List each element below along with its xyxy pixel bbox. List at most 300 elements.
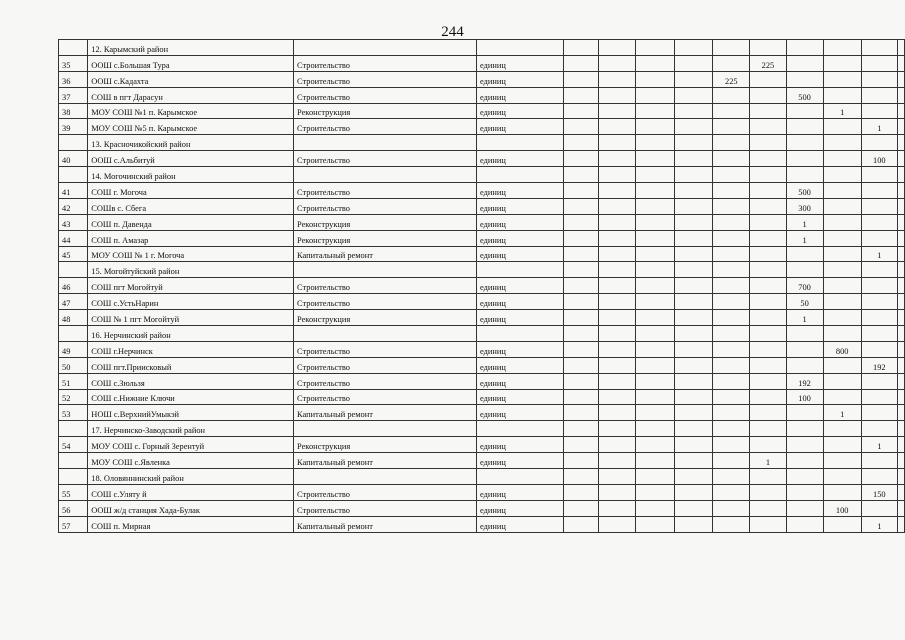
value-cell	[823, 421, 861, 437]
value-cell	[674, 326, 712, 342]
table-row	[59, 40, 905, 56]
value-cell	[823, 119, 861, 135]
value-cell: 1	[823, 103, 861, 119]
value-cell	[636, 500, 674, 516]
unit-cell: единиц	[477, 500, 564, 516]
value-cell	[861, 500, 897, 516]
value-cell	[750, 357, 786, 373]
value-cell	[674, 373, 712, 389]
value-cell	[750, 310, 786, 326]
value-cell	[786, 246, 823, 262]
table-row	[59, 246, 905, 262]
value-cell	[598, 151, 635, 167]
row-number-cell: 43	[59, 214, 88, 230]
value-cell	[750, 103, 786, 119]
value-cell	[636, 341, 674, 357]
value-cell	[786, 135, 823, 151]
value-cell	[564, 469, 599, 485]
work-type-cell: Строительство	[294, 294, 477, 310]
value-cell	[564, 55, 599, 71]
value-cell	[713, 421, 750, 437]
value-cell	[897, 500, 904, 516]
table-row	[59, 198, 905, 214]
value-cell	[564, 421, 599, 437]
school-name-cell: 17. Нерчинско-Заводский район	[88, 421, 294, 437]
value-cell	[823, 214, 861, 230]
value-cell	[823, 278, 861, 294]
work-type-cell	[294, 469, 477, 485]
value-cell	[636, 516, 674, 532]
school-name-cell: СОШ г. Могоча	[88, 183, 294, 199]
value-cell	[713, 500, 750, 516]
value-cell	[636, 151, 674, 167]
row-number-cell: 50	[59, 357, 88, 373]
value-cell	[564, 262, 599, 278]
value-cell	[750, 230, 786, 246]
value-cell	[598, 167, 635, 183]
value-cell	[713, 516, 750, 532]
row-number-cell: 55	[59, 484, 88, 500]
value-cell	[598, 389, 635, 405]
value-cell	[823, 183, 861, 199]
school-name-cell: ООШ с.Большая Тура	[88, 55, 294, 71]
value-cell	[598, 71, 635, 87]
value-cell	[713, 405, 750, 421]
value-cell	[636, 294, 674, 310]
row-number-cell: 45	[59, 246, 88, 262]
table-row	[59, 469, 905, 485]
value-cell	[861, 167, 897, 183]
value-cell	[823, 310, 861, 326]
value-cell	[786, 262, 823, 278]
value-cell	[823, 87, 861, 103]
value-cell	[713, 469, 750, 485]
table-row	[59, 453, 905, 469]
value-cell	[861, 198, 897, 214]
school-name-cell: СОШ № 1 пгт Могойтуй	[88, 310, 294, 326]
value-cell	[564, 341, 599, 357]
value-cell: 100	[823, 500, 861, 516]
value-cell	[750, 500, 786, 516]
unit-cell: единиц	[477, 198, 564, 214]
school-name-cell: ООШ ж/д станция Хада-Булак	[88, 500, 294, 516]
value-cell	[598, 469, 635, 485]
value-cell	[823, 198, 861, 214]
row-number-cell	[59, 262, 88, 278]
value-cell	[674, 119, 712, 135]
value-cell: 500	[786, 183, 823, 199]
table-row	[59, 357, 905, 373]
value-cell	[897, 405, 904, 421]
school-name-cell: МОУ СОШ №1 п. Карымское	[88, 103, 294, 119]
value-cell	[674, 437, 712, 453]
value-cell	[713, 214, 750, 230]
value-cell	[598, 246, 635, 262]
value-cell	[674, 357, 712, 373]
value-cell	[823, 437, 861, 453]
school-name-cell: СОШ п. Давенда	[88, 214, 294, 230]
school-name-cell: 12. Карымский район	[88, 40, 294, 56]
unit-cell: единиц	[477, 246, 564, 262]
value-cell	[598, 278, 635, 294]
unit-cell: единиц	[477, 87, 564, 103]
value-cell: 225	[713, 71, 750, 87]
table-row	[59, 294, 905, 310]
row-number-cell: 40	[59, 151, 88, 167]
value-cell	[636, 183, 674, 199]
value-cell	[674, 469, 712, 485]
value-cell	[861, 135, 897, 151]
table-row	[59, 516, 905, 532]
row-number-cell	[59, 453, 88, 469]
value-cell	[786, 40, 823, 56]
unit-cell: единиц	[477, 310, 564, 326]
value-cell	[713, 373, 750, 389]
value-cell	[636, 373, 674, 389]
value-cell	[823, 246, 861, 262]
value-cell	[713, 198, 750, 214]
value-cell	[861, 230, 897, 246]
value-cell	[861, 453, 897, 469]
value-cell	[861, 87, 897, 103]
value-cell: 192	[861, 357, 897, 373]
value-cell	[674, 71, 712, 87]
school-name-cell: 18. Оловяннинский район	[88, 469, 294, 485]
value-cell	[750, 469, 786, 485]
value-cell	[598, 198, 635, 214]
value-cell	[823, 230, 861, 246]
work-type-cell: Строительство	[294, 71, 477, 87]
table-row	[59, 55, 905, 71]
value-cell	[713, 87, 750, 103]
school-name-cell: 15. Могойтуйский район	[88, 262, 294, 278]
value-cell	[564, 40, 599, 56]
value-cell	[674, 55, 712, 71]
value-cell	[636, 262, 674, 278]
value-cell	[823, 357, 861, 373]
unit-cell: единиц	[477, 230, 564, 246]
value-cell	[598, 326, 635, 342]
value-cell	[598, 405, 635, 421]
value-cell	[564, 453, 599, 469]
value-cell	[823, 484, 861, 500]
unit-cell: единиц	[477, 341, 564, 357]
value-cell	[897, 246, 904, 262]
value-cell	[564, 183, 599, 199]
table-row	[59, 326, 905, 342]
row-number-cell: 37	[59, 87, 88, 103]
value-cell	[674, 453, 712, 469]
row-number-cell: 35	[59, 55, 88, 71]
value-cell	[713, 55, 750, 71]
value-cell	[564, 198, 599, 214]
value-cell	[598, 135, 635, 151]
row-number-cell: 49	[59, 341, 88, 357]
table-row	[59, 103, 905, 119]
value-cell	[674, 484, 712, 500]
value-cell: 1	[861, 119, 897, 135]
work-type-cell: Реконструкция	[294, 230, 477, 246]
value-cell: 500	[786, 87, 823, 103]
value-cell	[564, 278, 599, 294]
value-cell	[636, 135, 674, 151]
school-name-cell: 13. Красночикойский район	[88, 135, 294, 151]
value-cell	[786, 326, 823, 342]
school-name-cell: СОШ с.Зюльзя	[88, 373, 294, 389]
table-row	[59, 87, 905, 103]
value-cell	[861, 389, 897, 405]
value-cell	[598, 40, 635, 56]
unit-cell: единиц	[477, 516, 564, 532]
value-cell	[636, 167, 674, 183]
value-cell: 1	[861, 437, 897, 453]
unit-cell: единиц	[477, 405, 564, 421]
value-cell	[897, 421, 904, 437]
unit-cell: единиц	[477, 183, 564, 199]
value-cell	[713, 183, 750, 199]
row-number-cell: 51	[59, 373, 88, 389]
value-cell	[897, 484, 904, 500]
table-row	[59, 373, 905, 389]
value-cell	[636, 71, 674, 87]
value-cell	[786, 516, 823, 532]
value-cell	[713, 389, 750, 405]
work-type-cell: Строительство	[294, 119, 477, 135]
unit-cell	[477, 40, 564, 56]
value-cell	[897, 135, 904, 151]
unit-cell: единиц	[477, 389, 564, 405]
work-type-cell: Реконструкция	[294, 103, 477, 119]
value-cell	[823, 294, 861, 310]
table-row	[59, 421, 905, 437]
school-name-cell: СОШ в пгт Дарасун	[88, 87, 294, 103]
value-cell	[598, 294, 635, 310]
unit-cell	[477, 262, 564, 278]
value-cell	[823, 453, 861, 469]
school-name-cell: СОШ п. Мирная	[88, 516, 294, 532]
value-cell	[823, 40, 861, 56]
value-cell	[674, 500, 712, 516]
value-cell	[674, 214, 712, 230]
value-cell	[786, 119, 823, 135]
value-cell	[674, 87, 712, 103]
unit-cell: единиц	[477, 278, 564, 294]
value-cell	[713, 119, 750, 135]
table-row	[59, 214, 905, 230]
value-cell	[598, 453, 635, 469]
unit-cell	[477, 135, 564, 151]
value-cell	[823, 167, 861, 183]
value-cell: 1	[750, 453, 786, 469]
table-row	[59, 183, 905, 199]
school-name-cell: СОШ г.Нерчинск	[88, 341, 294, 357]
value-cell	[564, 103, 599, 119]
value-cell	[674, 389, 712, 405]
value-cell	[823, 71, 861, 87]
value-cell: 50	[786, 294, 823, 310]
unit-cell: единиц	[477, 119, 564, 135]
work-type-cell	[294, 40, 477, 56]
value-cell: 700	[786, 278, 823, 294]
value-cell	[713, 230, 750, 246]
value-cell	[786, 484, 823, 500]
value-cell	[598, 357, 635, 373]
table-row	[59, 389, 905, 405]
value-cell	[564, 87, 599, 103]
work-type-cell: Капитальный ремонт	[294, 246, 477, 262]
value-cell	[564, 119, 599, 135]
value-cell	[823, 151, 861, 167]
value-cell	[564, 230, 599, 246]
value-cell	[823, 389, 861, 405]
unit-cell: единиц	[477, 71, 564, 87]
value-cell: 1	[786, 230, 823, 246]
value-cell	[750, 516, 786, 532]
value-cell	[897, 326, 904, 342]
value-cell	[636, 40, 674, 56]
value-cell	[564, 71, 599, 87]
value-cell	[713, 326, 750, 342]
value-cell	[636, 405, 674, 421]
school-name-cell: СОШ пгт.Приисковый	[88, 357, 294, 373]
value-cell	[897, 119, 904, 135]
value-cell	[750, 437, 786, 453]
value-cell	[636, 214, 674, 230]
value-cell: 100	[861, 151, 897, 167]
value-cell	[674, 183, 712, 199]
value-cell	[786, 421, 823, 437]
row-number-cell: 36	[59, 71, 88, 87]
value-cell	[674, 230, 712, 246]
value-cell	[861, 373, 897, 389]
value-cell	[823, 469, 861, 485]
row-number-cell	[59, 326, 88, 342]
work-type-cell	[294, 421, 477, 437]
value-cell	[750, 214, 786, 230]
unit-cell: единиц	[477, 437, 564, 453]
value-cell	[598, 55, 635, 71]
value-cell	[636, 87, 674, 103]
value-cell	[564, 214, 599, 230]
table-row	[59, 262, 905, 278]
value-cell	[598, 214, 635, 230]
value-cell	[598, 484, 635, 500]
value-cell	[598, 310, 635, 326]
value-cell	[636, 437, 674, 453]
value-cell	[598, 421, 635, 437]
value-cell	[750, 198, 786, 214]
work-type-cell	[294, 262, 477, 278]
value-cell	[636, 278, 674, 294]
school-name-cell: СОШ с.УстьНарин	[88, 294, 294, 310]
value-cell: 150	[861, 484, 897, 500]
work-type-cell: Реконструкция	[294, 310, 477, 326]
value-cell	[750, 87, 786, 103]
value-cell	[636, 389, 674, 405]
value-cell	[897, 40, 904, 56]
value-cell	[564, 167, 599, 183]
unit-cell: единиц	[477, 214, 564, 230]
value-cell	[750, 40, 786, 56]
value-cell	[674, 246, 712, 262]
value-cell	[750, 135, 786, 151]
value-cell	[713, 484, 750, 500]
value-cell	[636, 484, 674, 500]
value-cell	[564, 484, 599, 500]
unit-cell: единиц	[477, 294, 564, 310]
value-cell	[861, 71, 897, 87]
value-cell	[674, 278, 712, 294]
value-cell	[861, 421, 897, 437]
work-type-cell	[294, 326, 477, 342]
value-cell	[598, 119, 635, 135]
value-cell	[636, 103, 674, 119]
value-cell	[598, 373, 635, 389]
unit-cell: единиц	[477, 373, 564, 389]
row-number-cell: 48	[59, 310, 88, 326]
work-type-cell: Строительство	[294, 55, 477, 71]
unit-cell: единиц	[477, 484, 564, 500]
value-cell	[713, 246, 750, 262]
row-number-cell	[59, 135, 88, 151]
row-number-cell: 54	[59, 437, 88, 453]
value-cell	[861, 469, 897, 485]
value-cell	[897, 230, 904, 246]
value-cell	[713, 278, 750, 294]
value-cell	[897, 389, 904, 405]
value-cell	[674, 310, 712, 326]
value-cell	[897, 516, 904, 532]
value-cell	[786, 103, 823, 119]
value-cell	[861, 40, 897, 56]
school-name-cell: СОШв с. Сбега	[88, 198, 294, 214]
value-cell	[823, 373, 861, 389]
school-name-cell: МОУ СОШ с. Горный Зерентуй	[88, 437, 294, 453]
value-cell	[897, 310, 904, 326]
unit-cell	[477, 326, 564, 342]
value-cell	[564, 373, 599, 389]
value-cell	[674, 135, 712, 151]
value-cell	[564, 405, 599, 421]
row-number-cell: 52	[59, 389, 88, 405]
school-name-cell: СОШ п. Амазар	[88, 230, 294, 246]
value-cell: 192	[786, 373, 823, 389]
row-number-cell: 57	[59, 516, 88, 532]
value-cell	[897, 453, 904, 469]
value-cell	[823, 135, 861, 151]
value-cell	[897, 469, 904, 485]
value-cell: 300	[786, 198, 823, 214]
value-cell	[750, 167, 786, 183]
value-cell	[713, 151, 750, 167]
table-row	[59, 500, 905, 516]
value-cell	[897, 294, 904, 310]
value-cell: 800	[823, 341, 861, 357]
value-cell	[674, 516, 712, 532]
value-cell	[713, 341, 750, 357]
value-cell: 1	[823, 405, 861, 421]
value-cell	[861, 294, 897, 310]
value-cell	[861, 405, 897, 421]
schools-table	[58, 39, 905, 533]
work-type-cell: Капитальный ремонт	[294, 516, 477, 532]
value-cell	[823, 262, 861, 278]
value-cell	[674, 262, 712, 278]
value-cell	[750, 389, 786, 405]
value-cell	[786, 357, 823, 373]
table-row	[59, 119, 905, 135]
value-cell	[674, 103, 712, 119]
